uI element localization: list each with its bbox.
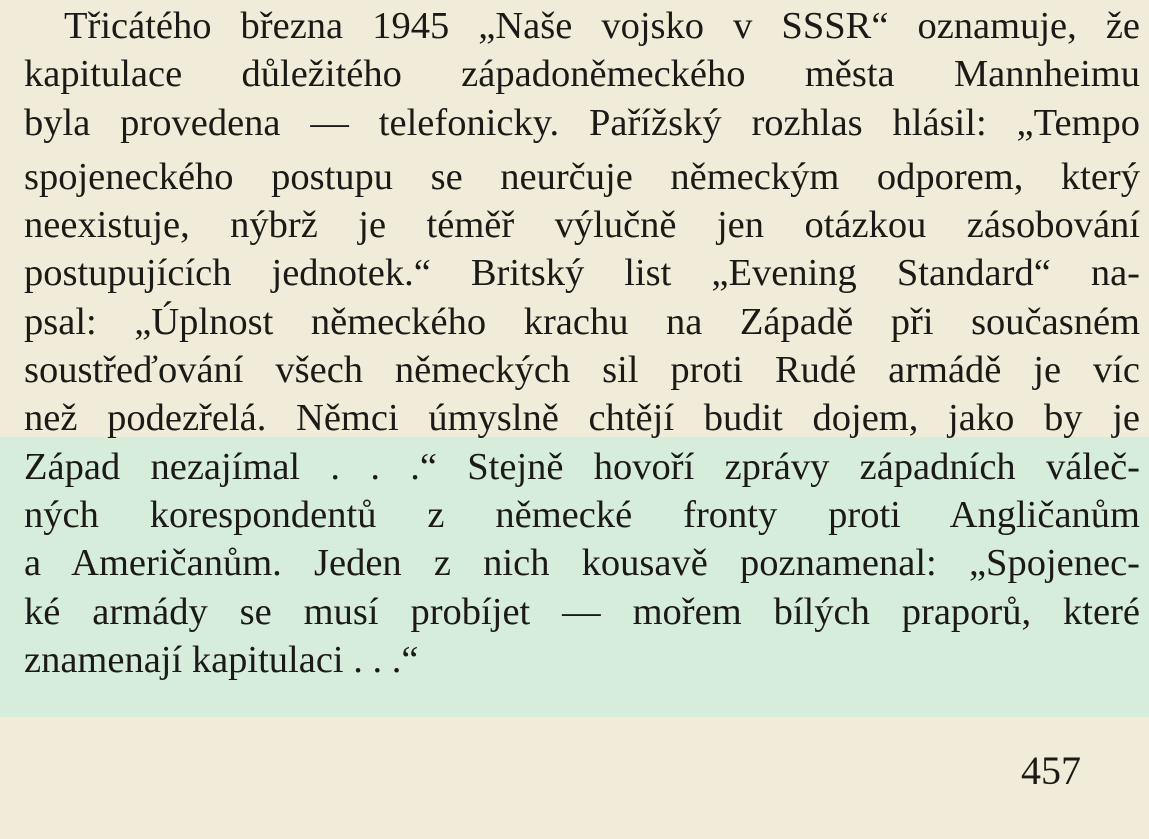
text-line: ké armády se musí probíjet — mořem bílých praporů, které	[24, 591, 1140, 633]
text-line: psal: „Úplnost německého krachu na Západě při současném	[24, 301, 1140, 343]
text-line: Třicátého března 1945 „Naše vojsko v SSSR“ oznamuje, že	[64, 5, 1140, 47]
text-line: postupujících jednotek.“ Britský list „Evening Standard“ na-	[24, 252, 1140, 294]
text-line: kapitulace důležitého západoněmeckého města Mannheimu	[24, 53, 1140, 95]
text-line: znamenají kapitulaci . . .“	[24, 639, 419, 681]
text-line: a Američanům. Jeden z nich kousavě poznamenal: „Spojenec-	[24, 542, 1140, 584]
text-line: byla provedena — telefonicky. Pařížský rozhlas hlásil: „Tempo	[24, 102, 1140, 144]
text-line: soustřeďování všech německých sil proti Rudé armádě je víc	[24, 349, 1140, 391]
page-number: 457	[1021, 748, 1081, 793]
text-line: spojeneckého postupu se neurčuje německým odporem, který	[24, 156, 1140, 198]
text-line: ných korespondentů z německé fronty proti Angličanům	[24, 494, 1140, 536]
text-line: než podezřelá. Němci úmyslně chtějí budit dojem, jako by je	[24, 397, 1140, 439]
text-line: Západ nezajímal . . .“ Stejně hovoří zprávy západních váleč-	[24, 446, 1140, 488]
text-line: neexistuje, nýbrž je téměř výlučně jen otázkou zásobování	[24, 204, 1140, 246]
